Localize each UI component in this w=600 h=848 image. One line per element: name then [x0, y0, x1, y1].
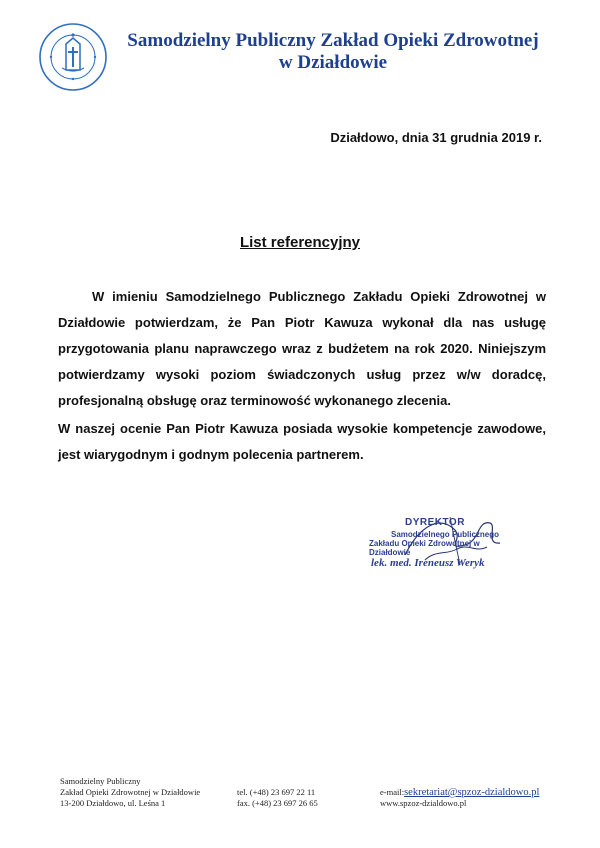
footer-org-line3: 13-200 Działdowo, ul. Leśna 1 — [60, 798, 166, 808]
date-line: Działdowo, dnia 31 grudnia 2019 r. — [330, 130, 542, 145]
footer-contact — [380, 787, 539, 809]
letter-body — [58, 284, 546, 468]
letter-title: List referencyjny — [239, 234, 361, 251]
footer-website[interactable]: www.spzoz-dzialdowo.pl — [380, 798, 467, 808]
footer-tel: tel. (+48) 23 697 22 11 — [237, 787, 316, 797]
footer-email-link[interactable]: sekretariat@spzoz-dzialdowo.pl — [404, 787, 540, 798]
signature-block — [365, 505, 515, 585]
stamp-name: lek. med. Ireneusz Weryk — [371, 557, 485, 569]
body-paragraph-2: W naszej ocenie Pan Piotr Kawuza posiada wysokie kompetencje zawodowe, jest wiarygodnym i godnym polecenia partnerem. — [58, 421, 546, 462]
stamp-line-1: Samodzielnego Publicznego — [391, 530, 500, 539]
organization-name-line1: Samodzielny Publiczny Zakład Opieki Zdrowotnej — [127, 30, 539, 51]
body-paragraph-1: W imieniu Samodzielnego Publicznego Zakładu Opieki Zdrowotnej w Działdowie potwierdzam, że Pan Piotr Kawuza wykonał dla nas usługę przygotowania planu naprawczego wraz z budżetem na rok 2020. Niniejszym potwierdzamy wysoki poziom świadczonych usług przez w/w doradcę, profesjonalną obsługę oraz terminowość wykonanego zlecenia. — [58, 289, 546, 408]
organization-name — [118, 30, 548, 74]
stamp-line-2: Zakładu Opieki Zdrowotnej w Działdowie — [369, 539, 480, 557]
footer-org-line1: Samodzielny Publiczny — [60, 776, 141, 786]
hospital-logo-icon — [38, 22, 108, 92]
organization-name-line2: w Działdowie — [278, 52, 388, 73]
footer-fax: fax. (+48) 23 697 26 65 — [237, 798, 318, 808]
stamp-title: DYREKTOR — [405, 517, 465, 528]
footer-email-label: e-mail: — [380, 787, 405, 797]
footer-address — [60, 776, 200, 809]
footer-phone — [237, 787, 318, 809]
footer-org-line2: Zakład Opieki Zdrowotnej w Działdowie — [60, 787, 201, 797]
